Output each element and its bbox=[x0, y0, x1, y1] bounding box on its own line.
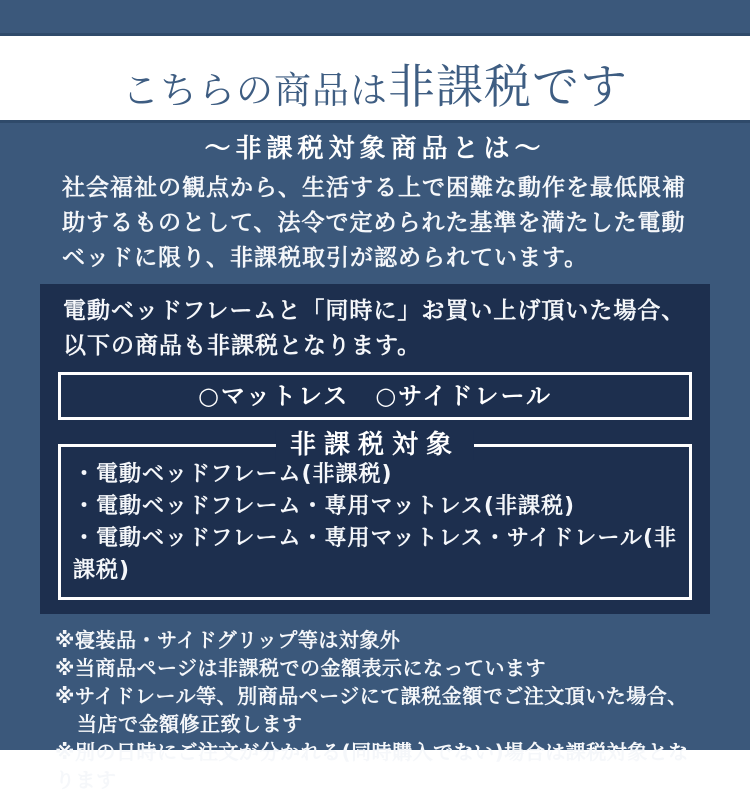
options-text: ○マットレス ○サイドレール bbox=[197, 382, 553, 410]
target-list bbox=[73, 459, 677, 587]
target-list-item: ・電動ベッドフレーム・専用マットレス(非課税) bbox=[73, 494, 576, 519]
note-line: ※別の日時にご注文が分かれる(同時購入でない)場合は課税対象となります bbox=[55, 740, 689, 792]
target-box-legend: 非課税対象 bbox=[276, 430, 474, 460]
panel-lead-text: 電動ベッドフレームと「同時に」お買い上げ頂いた場合、以下の商品も非課税となります。 bbox=[63, 298, 686, 359]
note-line: ※寝装品・サイドグリップ等は対象外 bbox=[55, 628, 401, 652]
note-line: ※当商品ページは非課税での金額表示になっています bbox=[55, 656, 547, 680]
options-box bbox=[58, 372, 692, 420]
title-band bbox=[0, 36, 750, 120]
main-section bbox=[0, 120, 750, 792]
tax-exempt-panel bbox=[40, 284, 710, 614]
page-title-prefix: こちらの商品は bbox=[122, 69, 388, 112]
target-list-item: ・電動ベッドフレーム(非課税) bbox=[73, 462, 393, 487]
page-title-highlight: 非課税です bbox=[388, 60, 628, 115]
target-box bbox=[58, 430, 692, 600]
note-line: ※サイドレール等、別商品ページにて課税金額でご注文頂いた場合、 bbox=[55, 684, 688, 708]
target-list-item: ・電動ベッドフレーム・専用マットレス・サイドレール(非課税) bbox=[73, 526, 677, 583]
note-line-continuation: 当店で金額修正致します bbox=[77, 712, 303, 736]
section-subtitle: 〜非課税対象商品とは〜 bbox=[204, 134, 546, 164]
top-accent-bar bbox=[0, 0, 750, 36]
intro-paragraph: 社会福祉の観点から、生活する上で困難な動作を最低限補助するものとして、法令で定められた基準を満たした電動ベッドに限り、非課税取引が認められています。 bbox=[62, 175, 686, 271]
notes-block bbox=[55, 626, 695, 794]
page-title bbox=[122, 36, 628, 117]
